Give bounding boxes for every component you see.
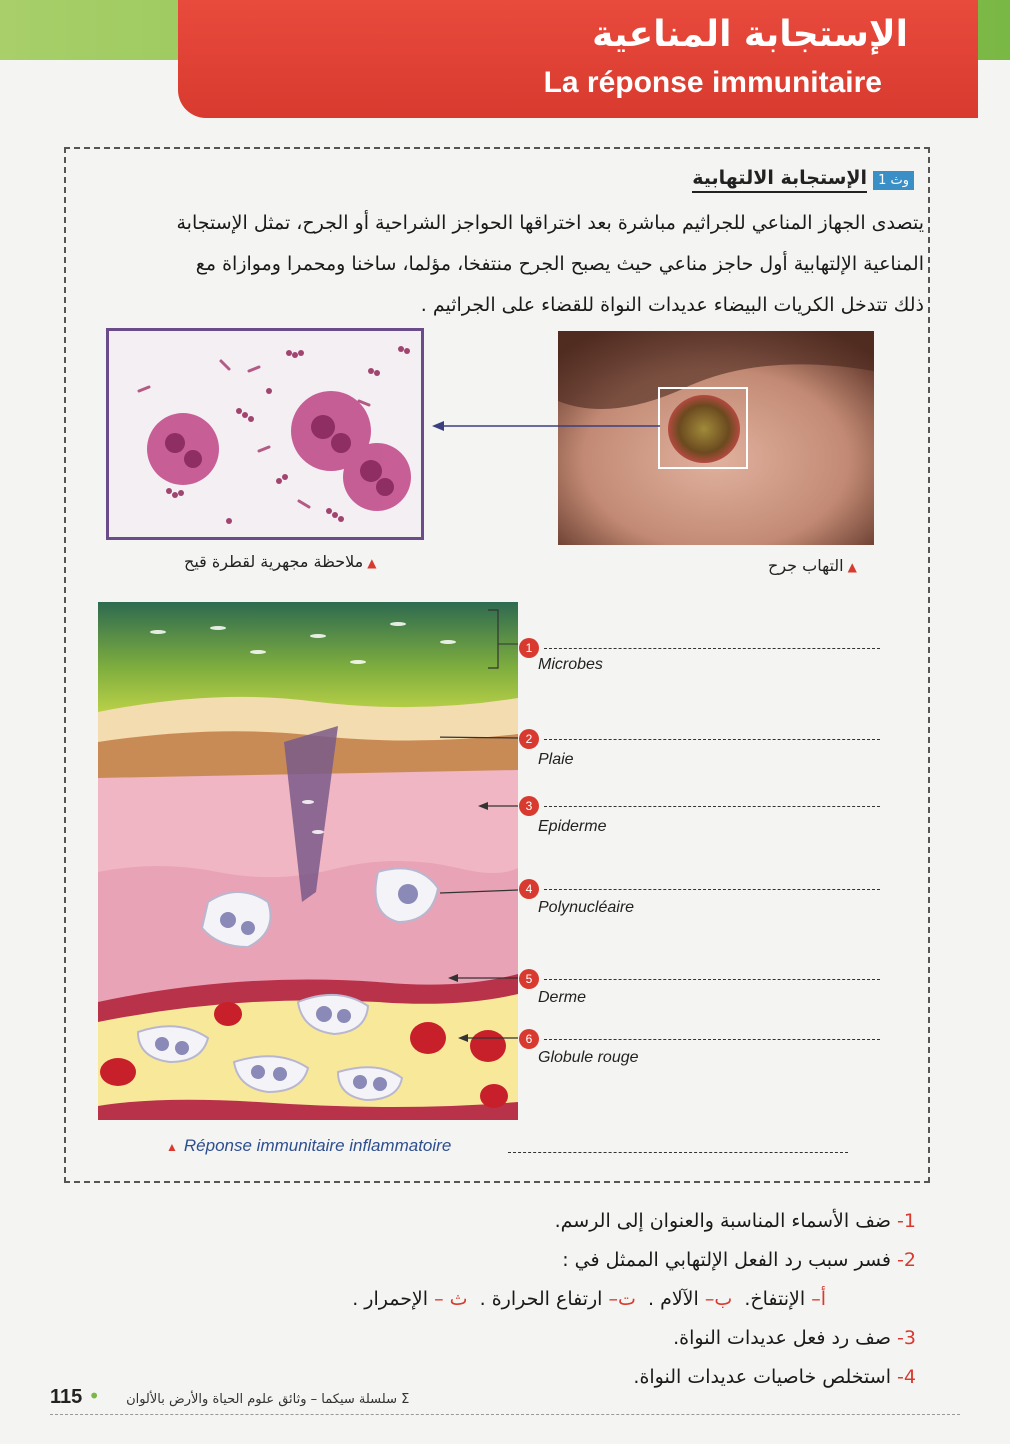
subitem-text: ارتفاع الحرارة . bbox=[479, 1288, 603, 1310]
page-title-french: La réponse immunitaire bbox=[543, 66, 882, 99]
intro-line: المناعية الإلتهابية أول حاجز مناعي حيث يصبح الجرح منتفخا، مؤلما، ساخنا ومحمرا وموازاة مع bbox=[195, 253, 924, 275]
label-text: Globule rouge bbox=[538, 1049, 639, 1066]
intro-line: ذلك تتدخل الكريات البيضاء عديدات النواة للقضاء على الجراثيم . bbox=[420, 294, 924, 316]
label-answer-line bbox=[544, 979, 880, 980]
label-text: Polynucléaire bbox=[538, 899, 635, 916]
subitem-text: الآلام . bbox=[648, 1288, 699, 1310]
question-text: فسر سبب رد الفعل الإلتهابي الممثل في : bbox=[562, 1249, 891, 1271]
question-text: صف رد فعل عديدات النواة. bbox=[673, 1327, 891, 1349]
caption-triangle-icon: ▲ bbox=[367, 556, 377, 570]
question-number: 1- bbox=[897, 1210, 916, 1232]
label-text: Microbes bbox=[538, 656, 603, 673]
wound-highlight-frame bbox=[658, 387, 748, 469]
question-number: 4- bbox=[897, 1366, 916, 1388]
label-answer-line bbox=[544, 739, 880, 740]
question-number: 3- bbox=[897, 1327, 916, 1349]
caption-triangle-icon: ▲ bbox=[847, 560, 857, 574]
subitem-text: الإحمرار . bbox=[352, 1288, 429, 1310]
label-answer-line bbox=[544, 806, 880, 807]
question-list bbox=[96, 1202, 916, 1397]
question-text: ضف الأسماء المناسبة والعنوان إلى الرسم. bbox=[554, 1210, 891, 1232]
pus-microscope-image bbox=[106, 328, 424, 540]
wound-caption bbox=[768, 556, 857, 575]
wound-photo bbox=[558, 331, 874, 545]
micro-caption bbox=[184, 552, 376, 571]
subitem-marker: ب– bbox=[704, 1288, 733, 1310]
label-text: Derme bbox=[538, 989, 587, 1006]
page-number: 115 bbox=[50, 1386, 83, 1408]
question-3 bbox=[96, 1319, 916, 1358]
intro-line: يتصدى الجهاز المناعي للجراثيم مباشرة بعد اختراقها الحواجز الشراحية أو الجرح، تمثل الإستجابة bbox=[176, 212, 924, 234]
micro-caption-text: ملاحظة مجهرية لقطرة قيح bbox=[184, 552, 364, 571]
footer-series-title: Σ سلسلة سيكما – وثائق علوم الحياة والأرض بالألوان bbox=[126, 1392, 410, 1407]
subitem-marker: ت– bbox=[608, 1288, 636, 1310]
question-text: استخلص خاصيات عديدات النواة. bbox=[633, 1366, 891, 1388]
label-number: 2 bbox=[519, 729, 539, 749]
photo-link-arrow bbox=[430, 418, 662, 434]
question-1 bbox=[96, 1202, 916, 1241]
label-number: 1 bbox=[519, 638, 539, 658]
label-answer-line bbox=[544, 889, 880, 890]
question-2 bbox=[96, 1241, 916, 1280]
diagram-pointer-arrows bbox=[440, 606, 530, 1046]
pus-microscope-illustration bbox=[109, 331, 421, 537]
label-text: Epiderme bbox=[538, 818, 607, 835]
label-answer-line bbox=[544, 648, 880, 649]
page-dot-icon: • bbox=[88, 1384, 101, 1408]
label-number: 4 bbox=[519, 879, 539, 899]
intro-paragraph bbox=[74, 203, 924, 326]
subitem-marker: ث – bbox=[434, 1288, 468, 1310]
subitem-text: الإنتفاخ. bbox=[744, 1288, 806, 1310]
diagram-title-answer-line bbox=[508, 1152, 848, 1153]
question-number: 2- bbox=[897, 1249, 916, 1271]
footer-divider bbox=[50, 1414, 960, 1415]
label-number: 5 bbox=[519, 969, 539, 989]
page-title-arabic: الإستجابة المناعية bbox=[592, 14, 908, 55]
title-banner bbox=[178, 0, 978, 118]
label-answer-line bbox=[544, 1039, 880, 1040]
section-badge: وث 1 bbox=[873, 171, 914, 190]
question-2-subitems bbox=[96, 1280, 916, 1319]
label-number: 3 bbox=[519, 796, 539, 816]
wound-caption-text: التهاب جرح bbox=[768, 556, 844, 575]
section-title: الإستجابة الالتهابية bbox=[692, 167, 867, 193]
diagram-caption bbox=[166, 1136, 451, 1156]
label-number: 6 bbox=[519, 1029, 539, 1049]
caption-triangle-icon: ▲ bbox=[166, 1140, 178, 1154]
section-heading bbox=[692, 167, 914, 193]
diagram-caption-text: Réponse immunitaire inflammatoire bbox=[183, 1136, 452, 1155]
page-footer bbox=[50, 1384, 409, 1409]
label-text: Plaie bbox=[538, 751, 574, 768]
subitem-marker: أ– bbox=[811, 1288, 826, 1310]
